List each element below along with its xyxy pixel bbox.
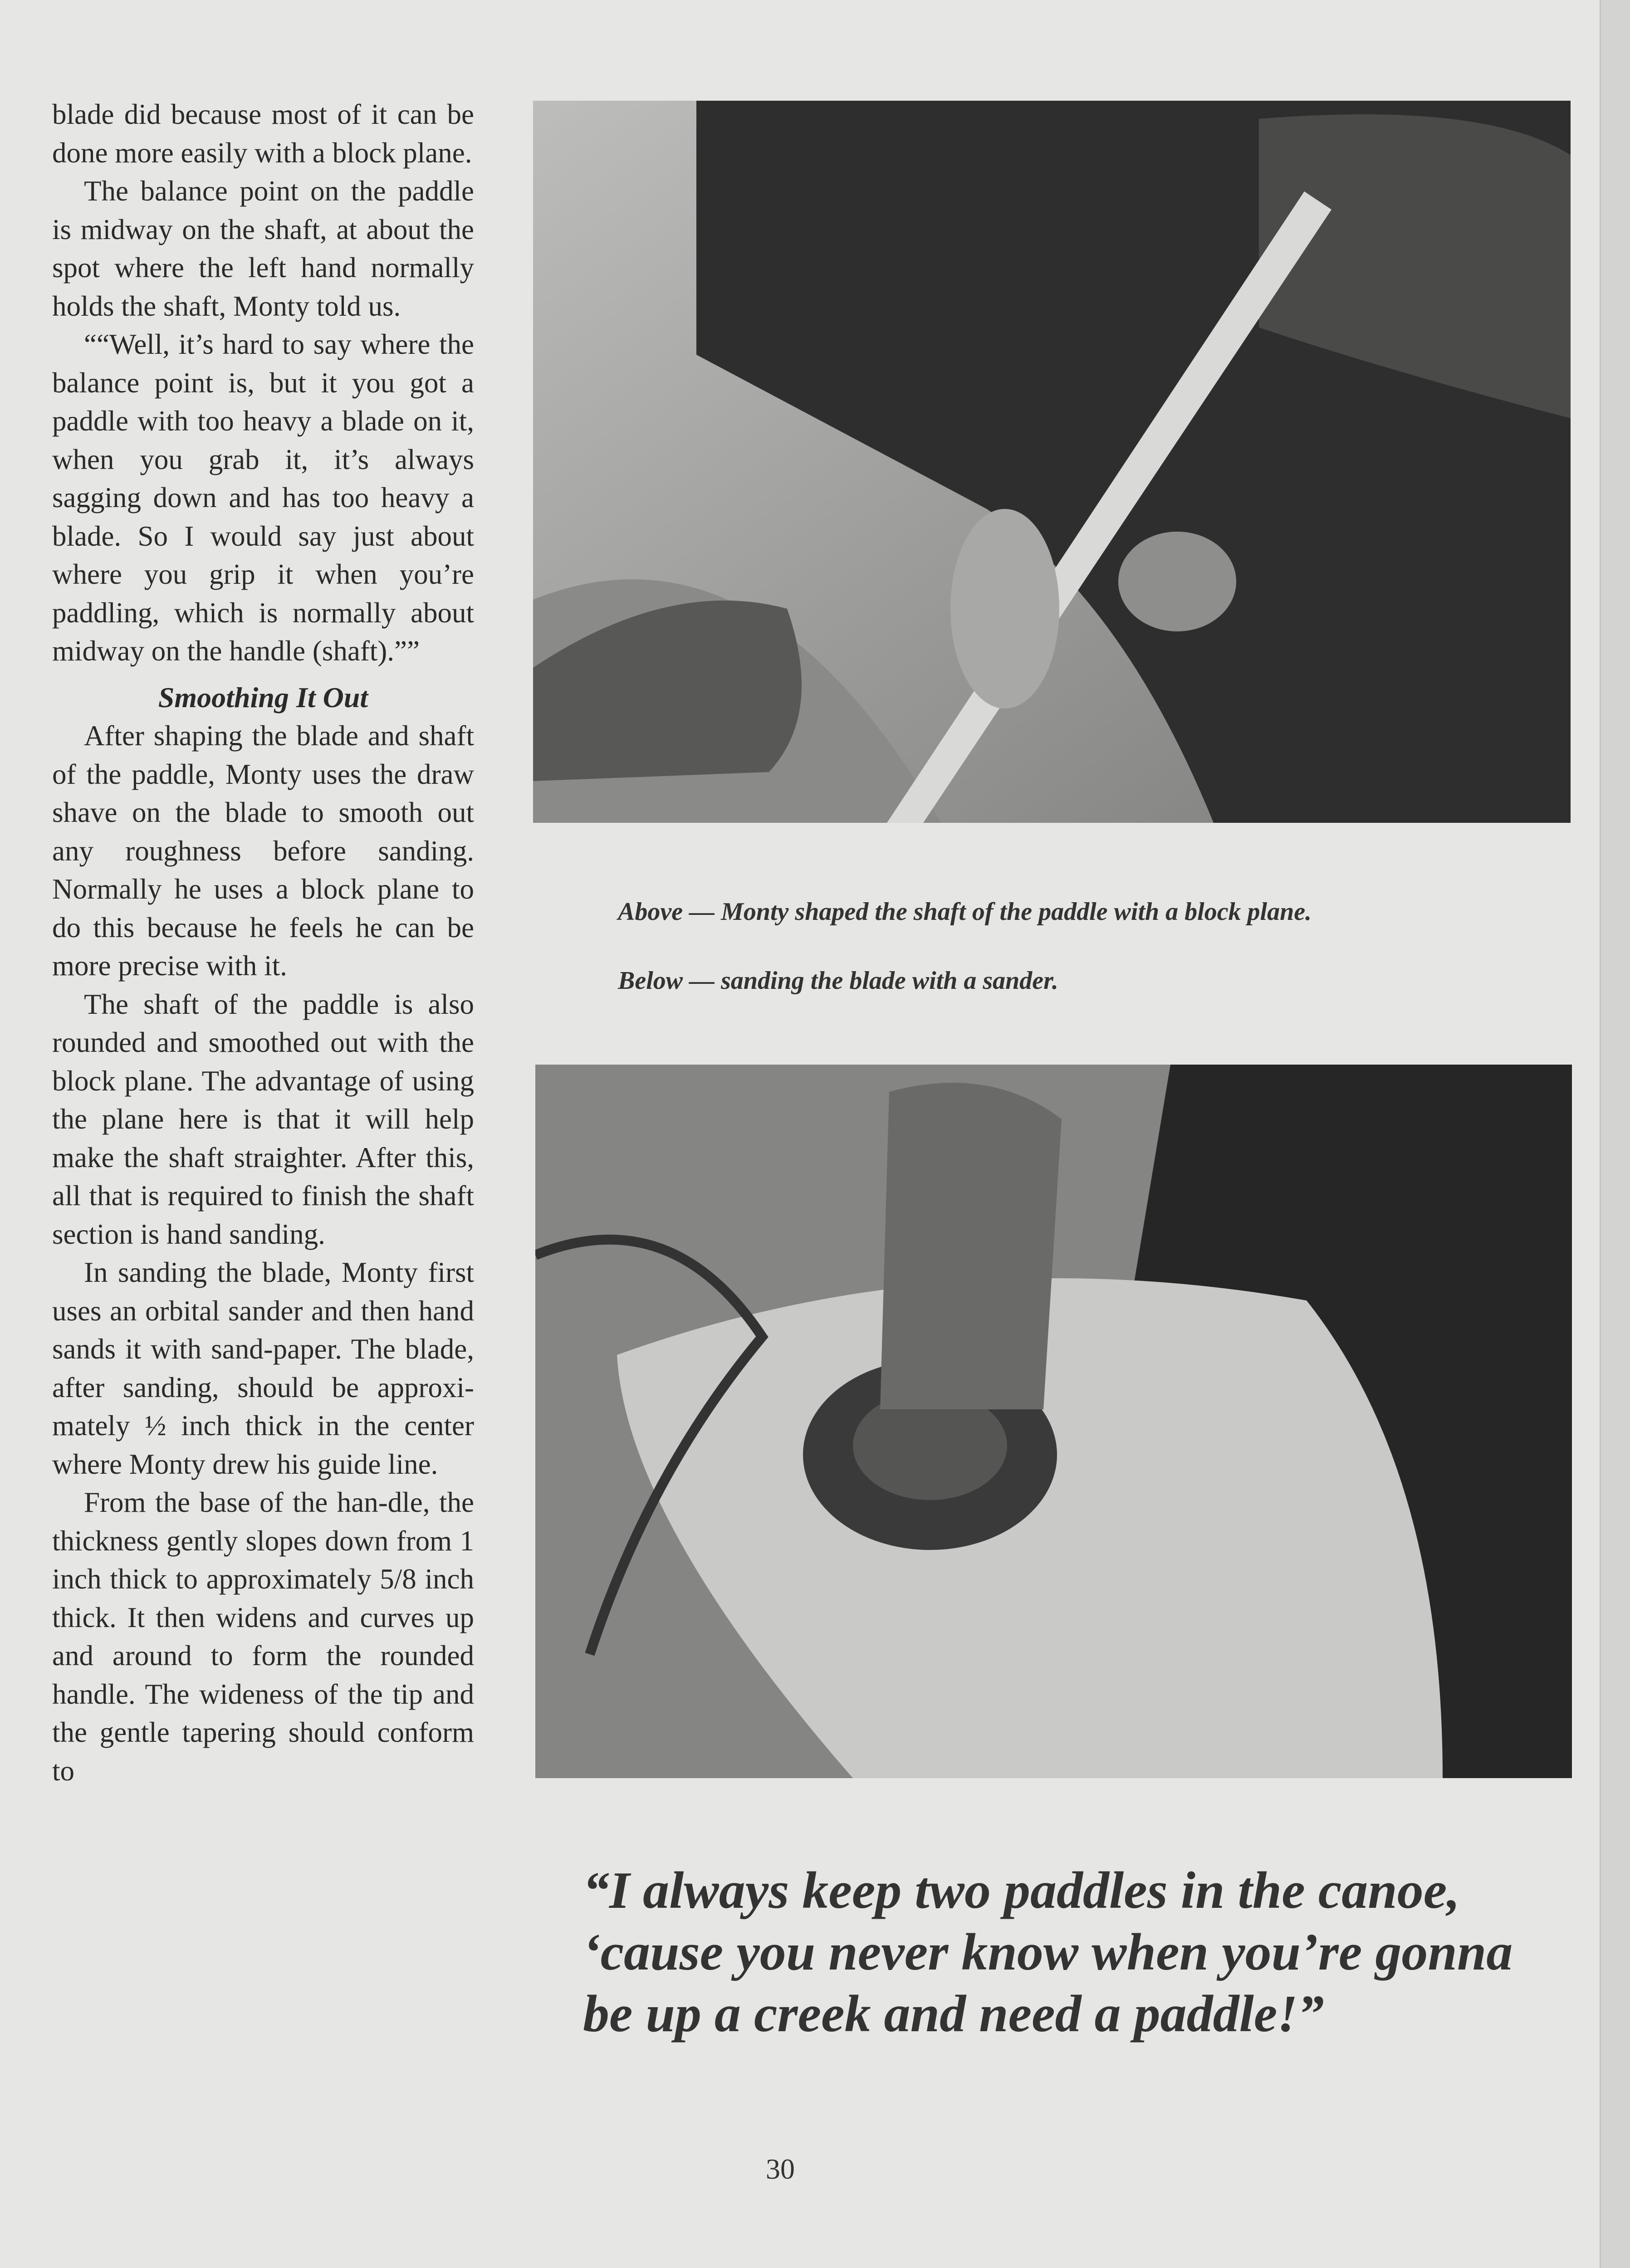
photo-block-plane-illustration [533, 101, 1571, 823]
paragraph: The shaft of the paddle is also rounded and smoothed out with the block plane. The advantage of using the plane here is that it will help make the shaft straighter. After this, all that is required to finish the shaft section is hand sanding. [52, 988, 474, 1250]
section-subhead: Smoothing It Out [158, 681, 368, 714]
photo-sanding-blade [535, 1065, 1572, 1778]
paragraph: In sanding the blade, Monty first uses an orbital sander and then hand sands it with sand-paper. The blade, after sanding, should be approxi-mately ½ inch thick in the center where Monty drew his guide line. [52, 1256, 474, 1480]
paragraph: After shaping the blade and shaft of the paddle, Monty uses the draw shave on the blade to smooth out any roughness before sanding. Normally he uses a block plane to do this because he feels he can be more precise with it. [52, 720, 474, 982]
paragraph: From the base of the han-dle, the thickness gently slopes down from 1 inch thick to approximately 5/8 inch thick. It then widens and curves up and around to form the rounded handle. The wideness of the tip and the gentle tapering should conform to [52, 1486, 474, 1787]
photo-caption-below: Below — sanding the blade with a sander. [618, 967, 1058, 995]
paragraph: The balance point on the paddle is midway on the shaft, at about the spot where the left hand normally holds the shaft, Monty told us. [52, 175, 474, 322]
photo-block-plane-shaft [533, 101, 1571, 823]
pull-quote: “I always keep two paddles in the canoe, ‘cause you never know when you’re gonna be up a creek and need a paddle!” [583, 1862, 1513, 2043]
page-number: 30 [766, 2153, 795, 2185]
photo-sander-illustration [535, 1065, 1572, 1778]
body-text-column [52, 95, 474, 1790]
paragraph: blade did because most of it can be done more easily with a block plane. [52, 98, 474, 169]
paragraph: ““Well, it’s hard to say where the balance point is, but it you got a paddle with too heavy a blade on it, when you grab it, it’s always sagging down and has too heavy a blade. So I would say just about where you grip it when you’re paddling, which is normally about midway on the handle (shaft).”” [52, 328, 474, 667]
photo-caption-above: Above — Monty shaped the shaft of the paddle with a block plane. [618, 898, 1312, 926]
page-edge [1600, 0, 1630, 2268]
